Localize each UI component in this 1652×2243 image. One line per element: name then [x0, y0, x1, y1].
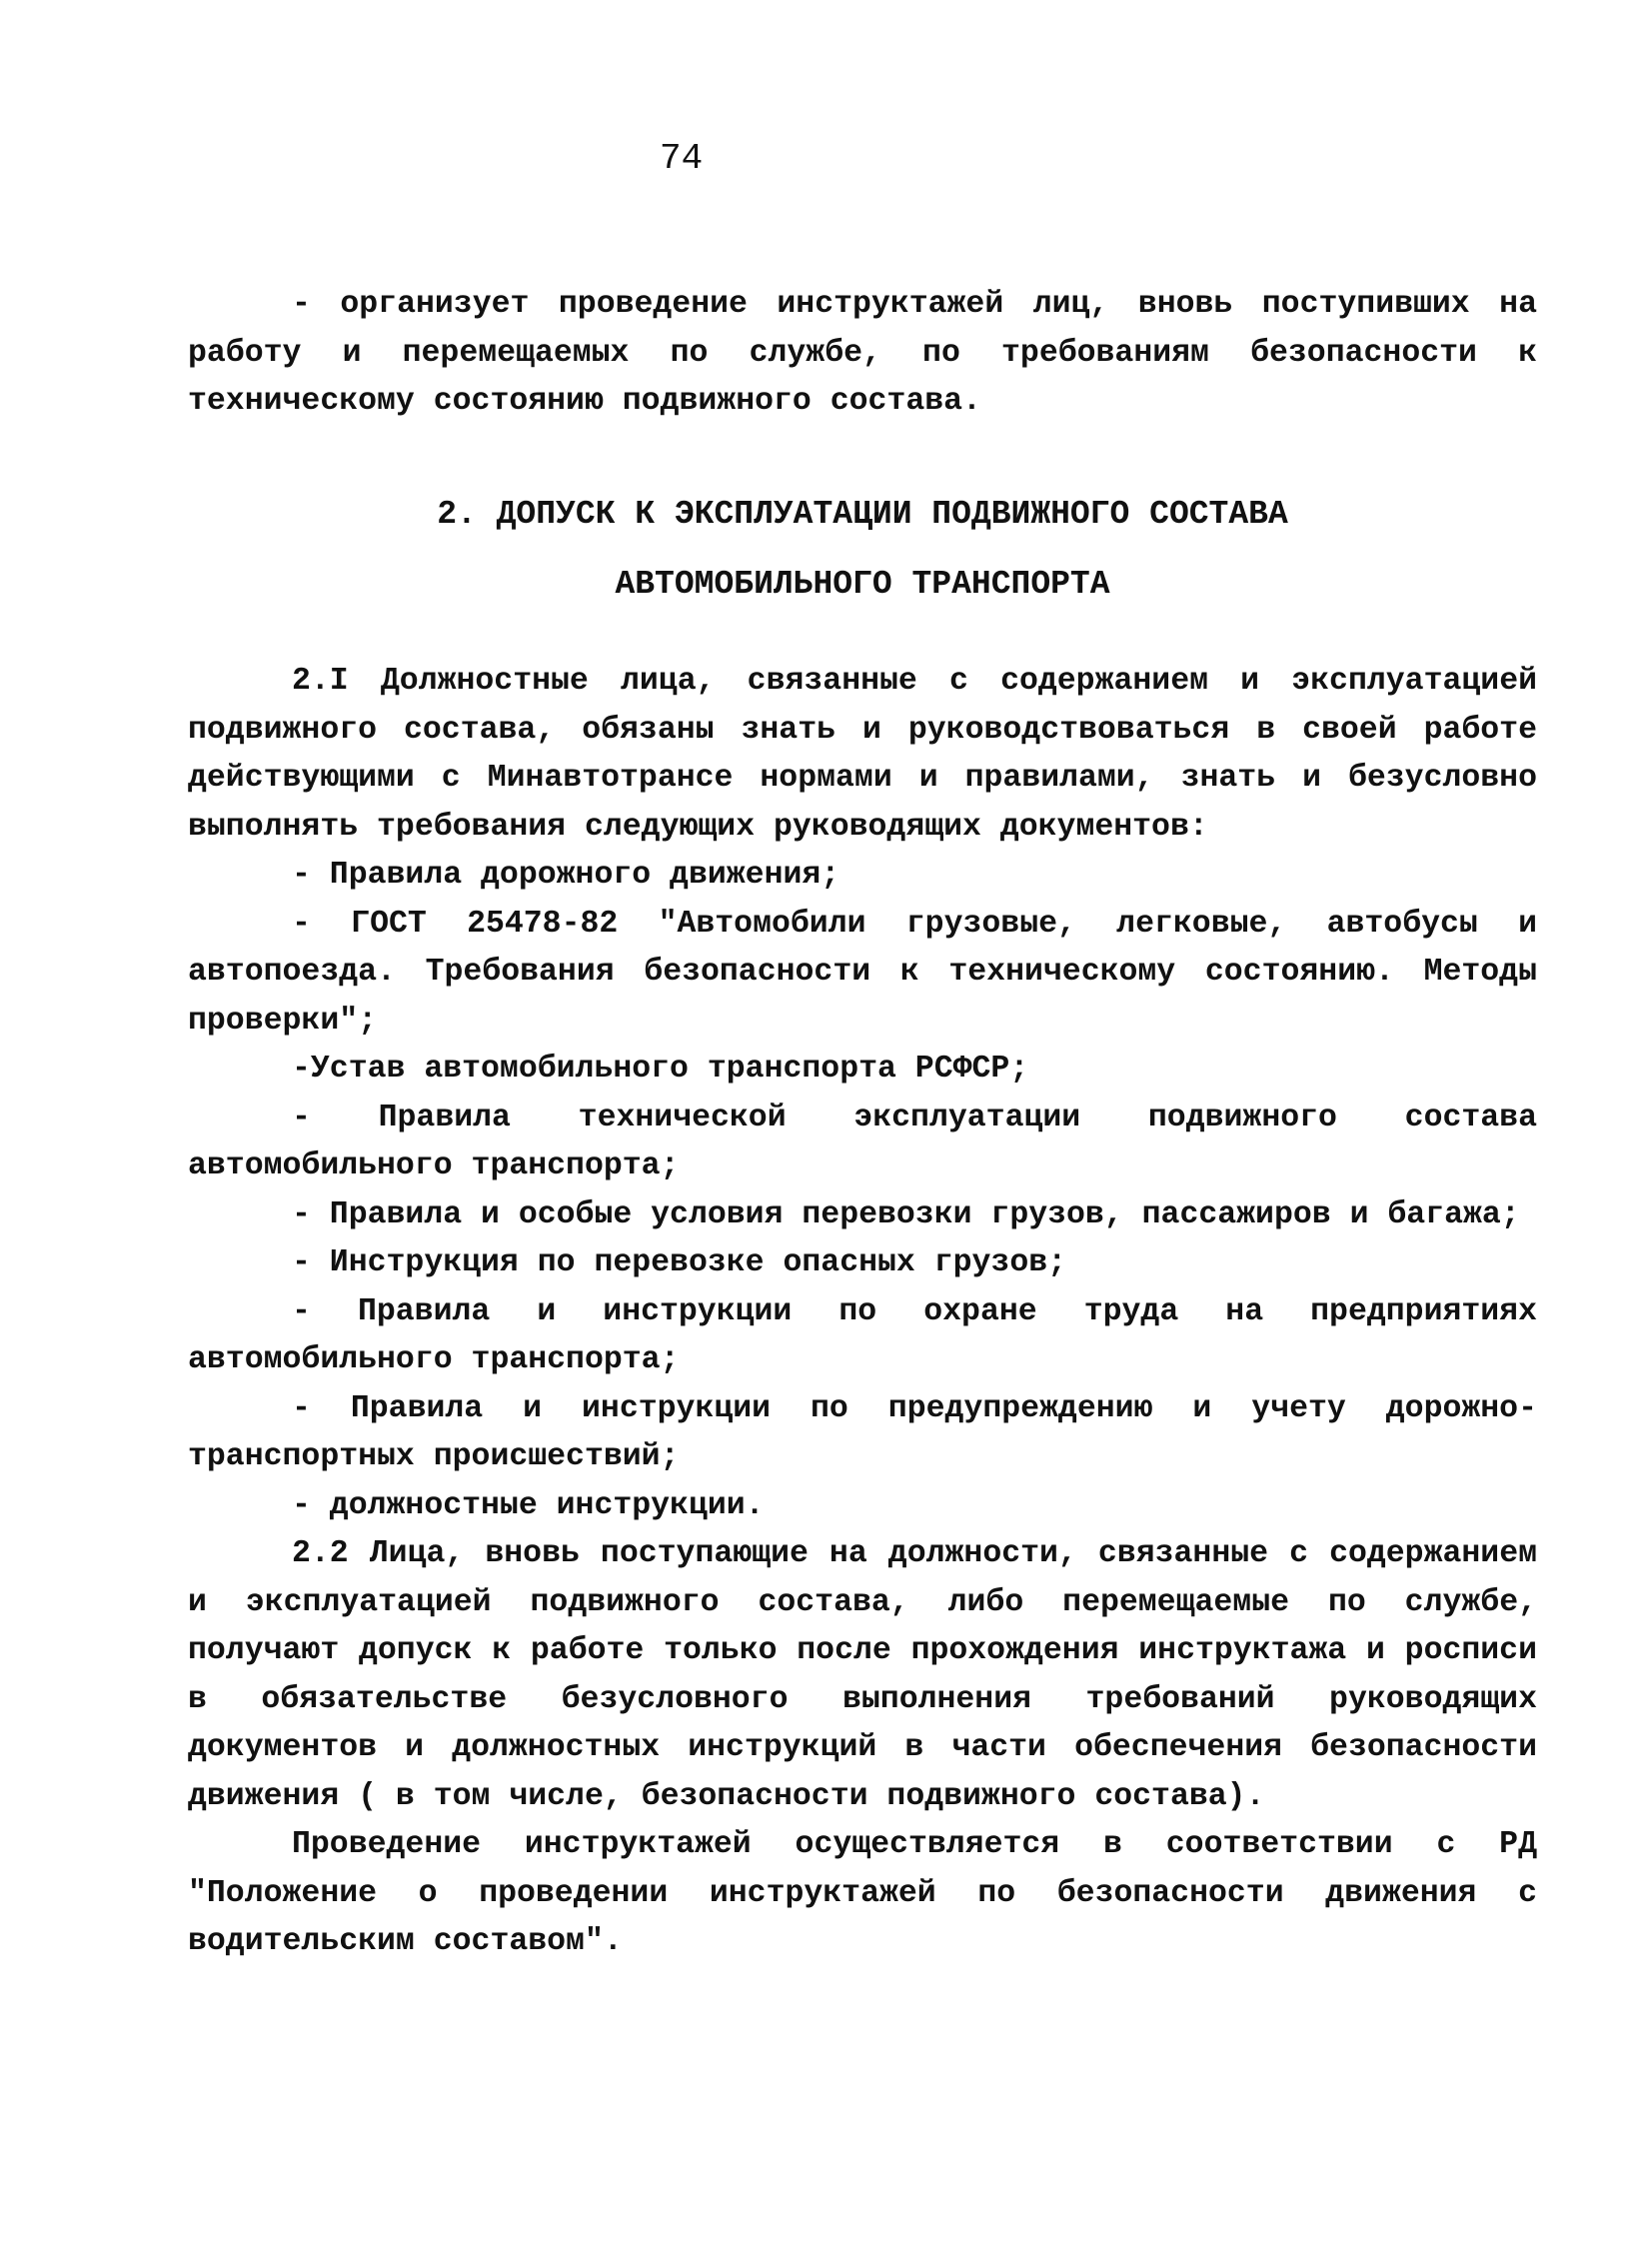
- list-item-transport-rules: - Правила и особые условия перевозки грузов, пассажиров и багажа;: [292, 1196, 1520, 1232]
- section-body: [188, 658, 1537, 1967]
- list-item-charter: -Устав автомобильного транспорта РСФСР;: [292, 1052, 1029, 1087]
- section-heading: [188, 480, 1537, 620]
- list-item-labor-safety: - Правила и инструкции по охране труда на предприятиях автомобильного транспорта;: [188, 1293, 1537, 1377]
- paragraph-2-1: 2.I Должностные лица, связанные с содержанием и эксплуатацией подвижного состава, обязаны знать и руководствоваться в своей работе действующими с Минавтотрансе нормами и правилами, знать и безусловно выполнять требования следующих руководящих документов:: [188, 664, 1537, 845]
- paragraph-instructions-note: Проведение инструктажей осуществляется в соответствии с РД "Положение о проведении инструктажей по безопасности движения с водительским составом".: [188, 1827, 1537, 1959]
- list-item-dangerous-goods: - Инструкция по перевозке опасных грузов;: [292, 1245, 1067, 1280]
- paragraph-2-2: 2.2 Лица, вновь поступающие на должности, связанные с содержанием и эксплуатацией подвижного состава, либо перемещаемые по службе, получают допуск к работе только после прохождения инструктажа и росписи в обязательстве безусловного выполнения требований руководящих документов и должностных инструкций в части обеспечения безопасности движения ( в том числе, безопасности подвижного состава).: [188, 1536, 1537, 1814]
- list-item-accident-prevention: - Правила и инструкции по предупреждению и учету дорожно-транспортных происшествий;: [188, 1390, 1537, 1474]
- page-number: 74: [660, 138, 704, 179]
- list-item-gost: - ГОСТ 25478-82 "Автомобили грузовые, легковые, автобусы и автопоезда. Требования безопасности к техническому состоянию. Методы проверки";: [188, 906, 1537, 1039]
- intro-paragraph: - организует проведение инструктажей лиц, вновь поступивших на работу и перемещаемых по службе, по требованиям безопасности к техническому состоянию подвижного состава.: [188, 287, 1537, 419]
- list-item-technical-rules: - Правила технической эксплуатации подвижного состава автомобильного транспорта;: [188, 1100, 1537, 1183]
- intro-paragraph-block: [188, 281, 1537, 427]
- list-item-job-instructions: - должностные инструкции.: [292, 1487, 765, 1523]
- list-item-traffic-rules: - Правила дорожного движения;: [292, 858, 840, 893]
- section-title-line-1: 2. ДОПУСК К ЭКСПЛУАТАЦИИ ПОДВИЖНОГО СОСТАВА: [437, 496, 1288, 533]
- section-title-line-2: АВТОМОБИЛЬНОГО ТРАНСПОРТА: [615, 566, 1110, 603]
